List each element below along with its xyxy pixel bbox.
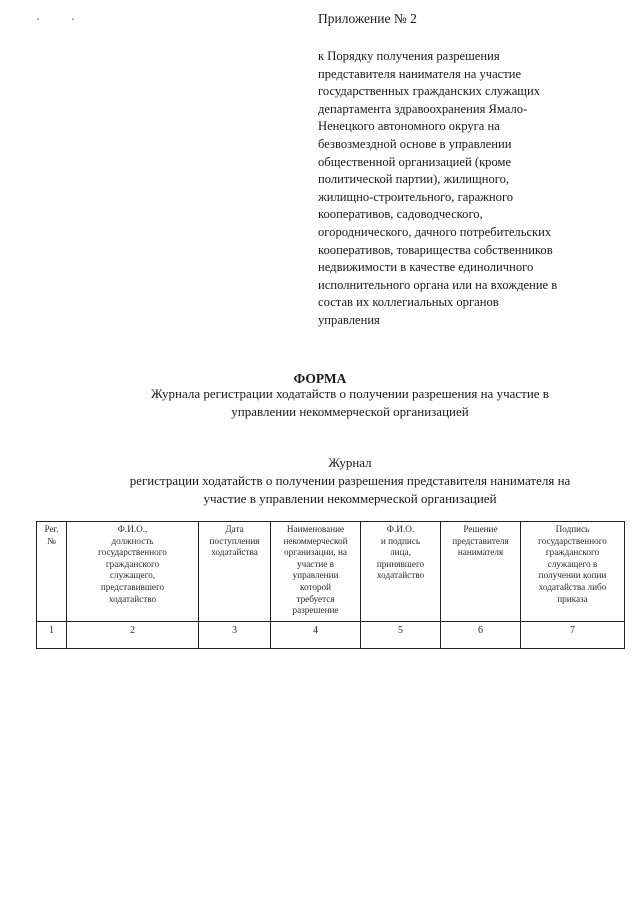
column-number-cell: 4 (271, 622, 361, 649)
header-cell-decision: Решение представителя нанимателя (441, 522, 521, 622)
column-number-cell: 3 (199, 622, 271, 649)
column-number-cell: 7 (521, 622, 625, 649)
journal-title: Журнал (328, 455, 372, 470)
header-cell-organization: Наименование некоммерческой организации, на участие в управлении которой требуется разрешение (271, 522, 361, 622)
header-cell-date: Дата поступления ходатайства (199, 522, 271, 622)
column-number-cell: 5 (361, 622, 441, 649)
journal-subtitle: регистрации ходатайств о получении разрешения представителя нанимателя на участие в управлении некоммерческой организацией (129, 473, 571, 506)
register-table (36, 521, 625, 649)
column-number-cell: 2 (67, 622, 199, 649)
table-header-row (37, 522, 625, 622)
column-number-cell: 1 (37, 622, 67, 649)
appendix-text: к Порядку получения разрешения представителя нанимателя на участие государственных гражданских служащих департамента здравоохранения Ямало- Ненецкого автономного округа на безвозмездной основе в управлении общественной организацией (кроме политической партии), жилищного, жилищно-строительного, гаражного кооперативов, садоводческого, огороднического, дачного потребительских кооперативов, товарищества собственников недвижимости в качестве единоличного исполнительного органа или на вхождение в состав их коллегиальных органов управления (318, 49, 558, 327)
column-number-cell: 6 (441, 622, 521, 649)
appendix-block (318, 10, 618, 330)
table-number-row (37, 622, 625, 649)
form-title: ФОРМА (293, 371, 347, 386)
header-cell-employee: Ф.И.О., должность государственного гражданского служащего, представившего ходатайство (67, 522, 199, 622)
header-cell-reg-number: Рег. № (37, 522, 67, 622)
scan-artifact-dots: · · (36, 12, 89, 26)
appendix-title: Приложение № 2 (318, 11, 417, 26)
header-cell-receiver: Ф.И.О. и подпись лица, принявшего ходатайство (361, 522, 441, 622)
form-subtitle: Журнала регистрации ходатайств о получении разрешения на участие в управлении некоммерческой организацией (151, 386, 549, 419)
header-cell-signature: Подпись государственного гражданского служащего в получении копии ходатайства либо приказа (521, 522, 625, 622)
